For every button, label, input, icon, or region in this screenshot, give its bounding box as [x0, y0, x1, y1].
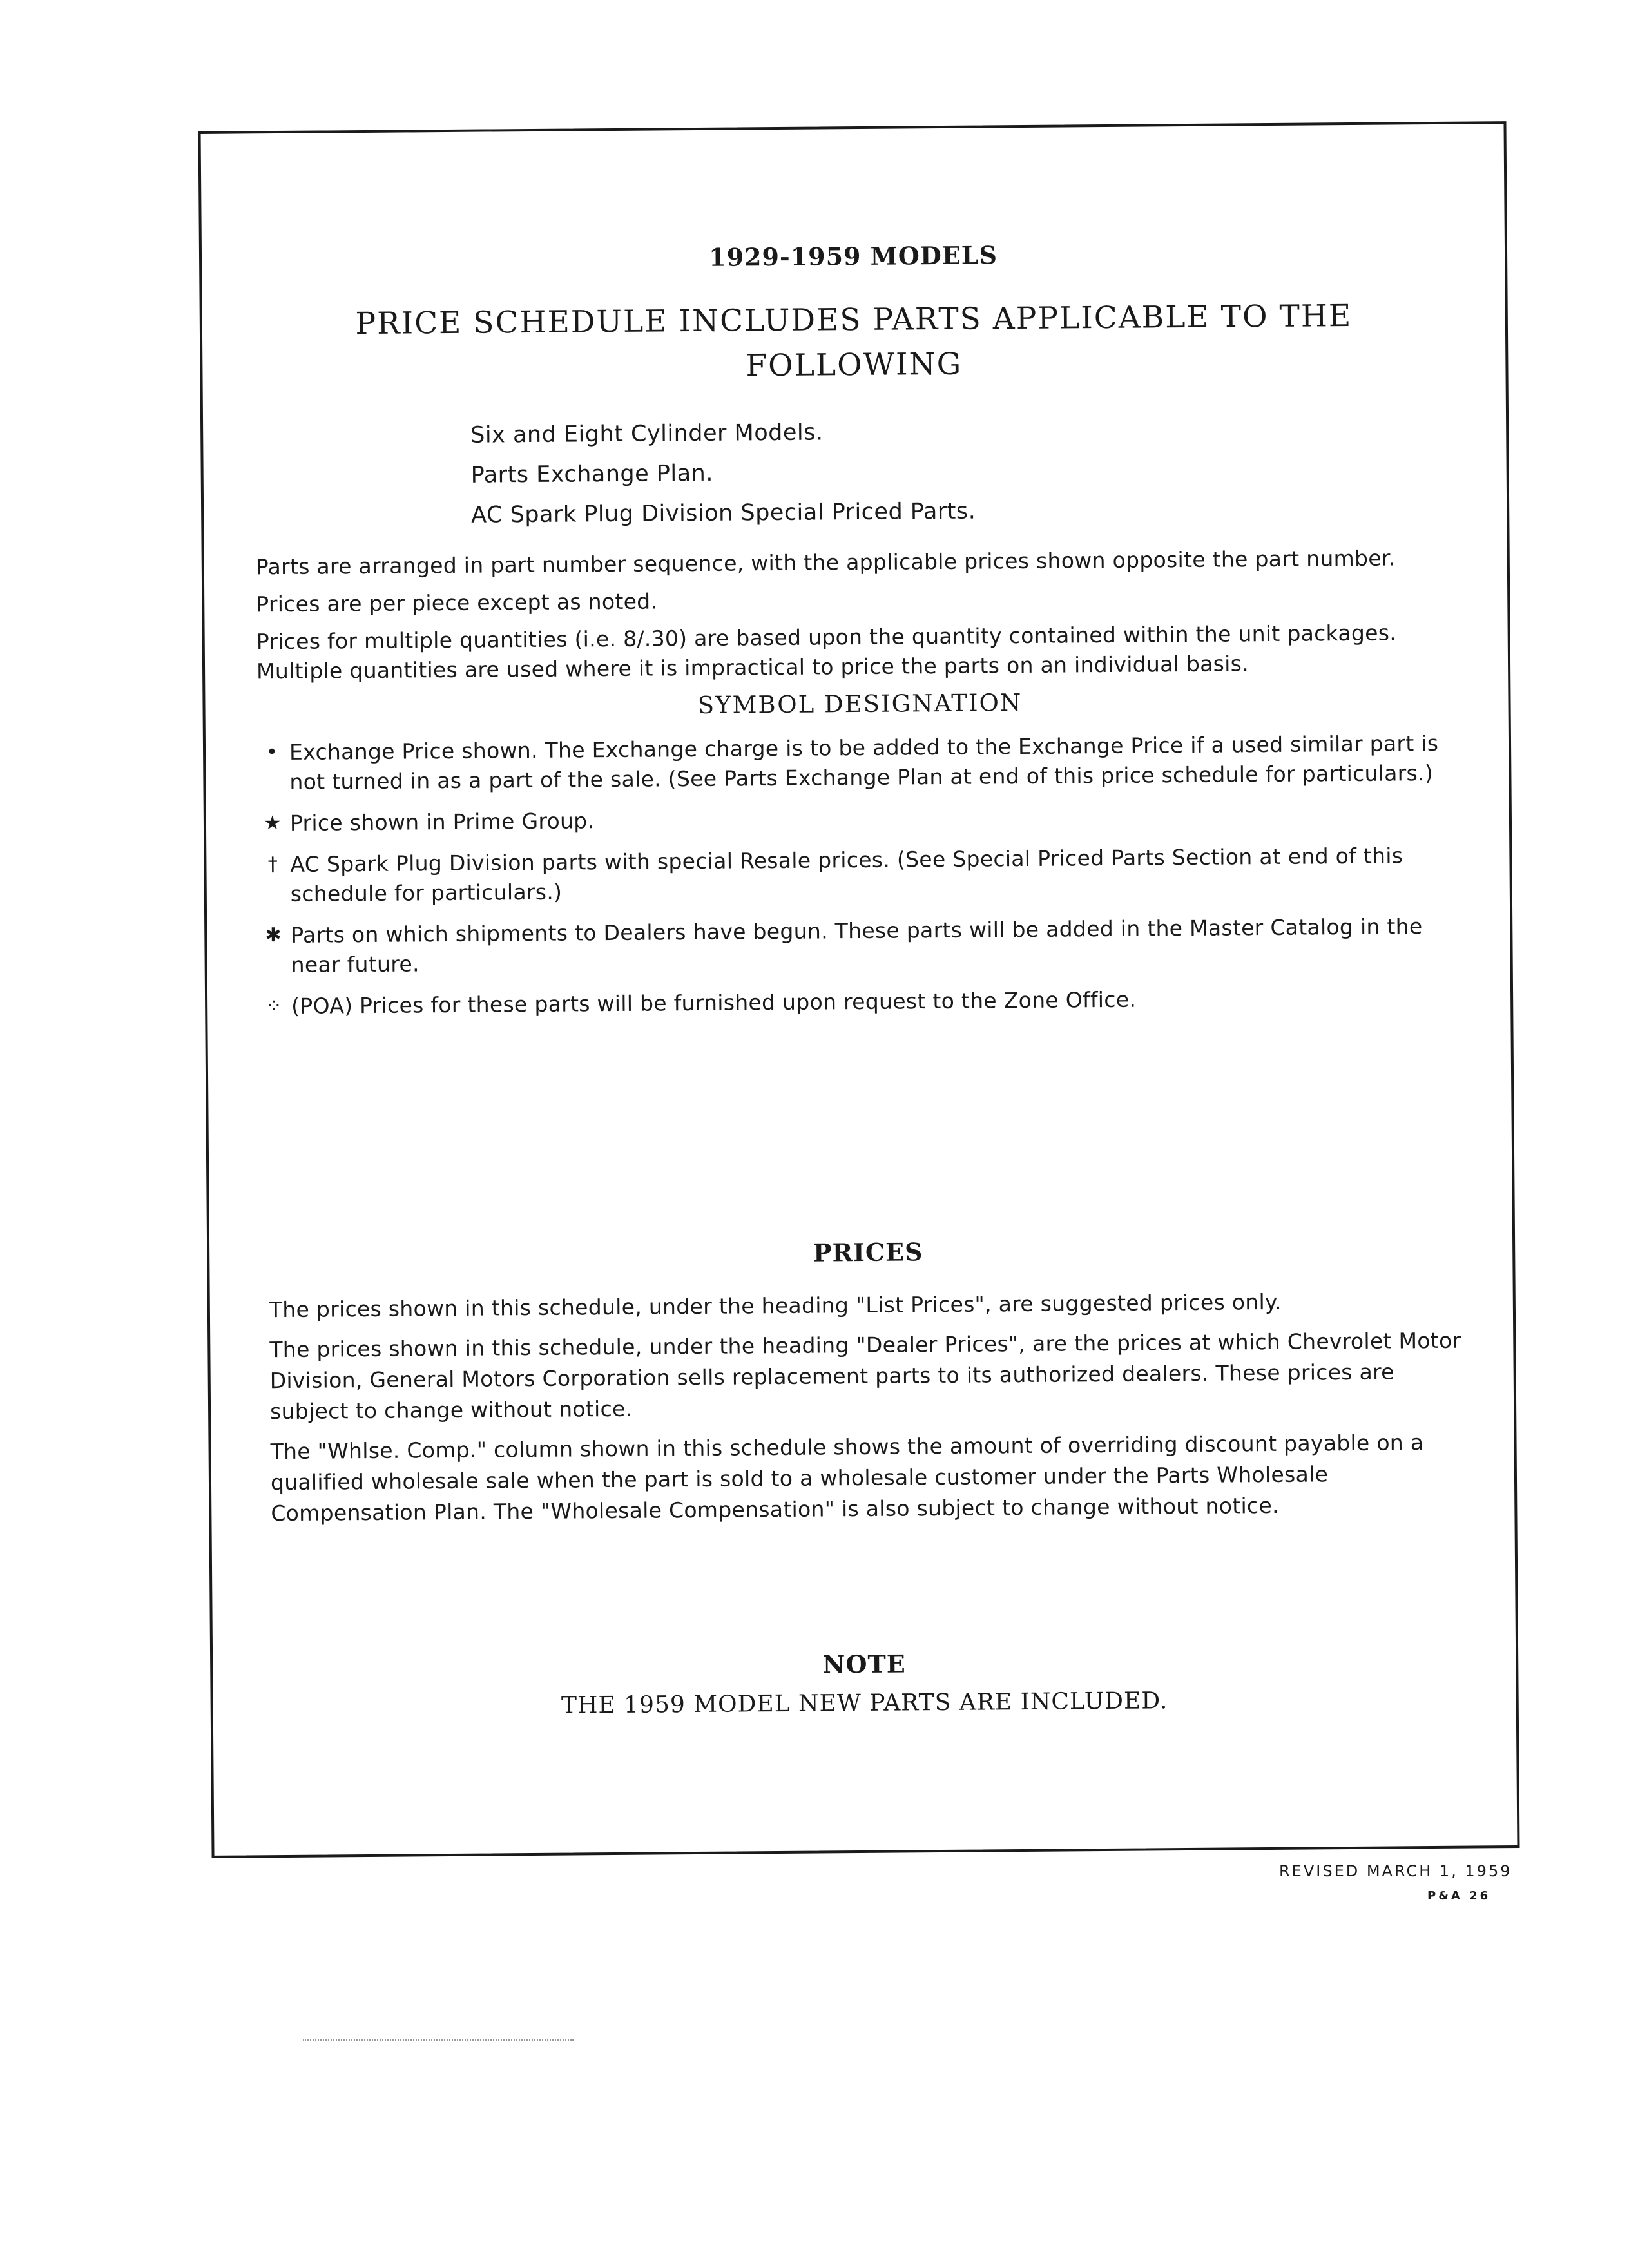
- prices-section: [269, 1233, 1470, 1539]
- symbol-designation-heading: SYMBOL DESIGNATION: [697, 688, 1023, 719]
- symbol-item: [259, 983, 1465, 1022]
- prices-paragraph: The "Whlse. Comp." column shown in this schedule shows the amount of overriding discount payable on a qualified wholesale sale when the part is sold to a wholesale customer under the Parts Wholesale Compensation Plan. The "Wholesale Compensation" is also subject to change without notice.: [270, 1430, 1424, 1526]
- prices-paragraph: The prices shown in this schedule, under the heading "List Prices", are suggested prices only.: [269, 1289, 1282, 1323]
- symbol-item: [258, 841, 1465, 910]
- symbol-description: AC Spark Plug Division parts with special Resale prices. (See Special Priced Parts Section at end of this schedule for particulars.): [290, 843, 1403, 907]
- page-title: PRICE SCHEDULE INCLUDES PARTS APPLICABLE TO THE FOLLOWING: [355, 298, 1353, 384]
- page-border: [198, 121, 1520, 1858]
- symbol-description: Parts on which shipments to Dealers have begun. These parts will be added in the Master Catalog in the near future.: [291, 914, 1423, 977]
- star-icon: ★: [264, 812, 282, 835]
- models-heading: 1929-1959 MODELS: [708, 240, 998, 272]
- applies-to-item: Parts Exchange Plan.: [470, 460, 714, 488]
- revised-date: REVISED MARCH 1, 1959: [1279, 1862, 1512, 1880]
- symbol-description: Price shown in Prime Group.: [289, 808, 595, 836]
- intro-paragraph: Prices are per piece except as noted.: [256, 588, 658, 617]
- diamond-dots-icon: ⁘: [265, 995, 283, 1018]
- intro-paragraph: Parts are arranged in part number sequence, with the applicable prices shown opposite the part number.: [255, 545, 1396, 580]
- asterisk-icon: ✱: [265, 924, 282, 947]
- intro-section: [256, 543, 1466, 1033]
- applies-to-item: Six and Eight Cylinder Models.: [470, 419, 824, 448]
- note-section: [213, 1644, 1516, 1722]
- applies-to-item: AC Spark Plug Division Special Priced Parts.: [471, 498, 976, 528]
- symbol-item: [258, 800, 1464, 839]
- dagger-icon: †: [267, 853, 278, 876]
- symbol-description: Exchange Price shown. The Exchange charge is to be added to the Exchange Price if a used similar part is not turned in as a part of the sale. (See Parts Exchange Plan at end of this price schedule for particulars.): [289, 730, 1439, 794]
- note-heading: NOTE: [822, 1649, 906, 1679]
- scan-artifact: [303, 2039, 574, 2042]
- symbol-list: [257, 729, 1465, 1022]
- page-code: P&A 26: [1427, 1889, 1491, 1903]
- note-text: THE 1959 MODEL NEW PARTS ARE INCLUDED.: [561, 1687, 1168, 1719]
- prices-heading: PRICES: [813, 1237, 923, 1267]
- prices-paragraph: The prices shown in this schedule, under the heading "Dealer Prices", are the prices at which Chevrolet Motor Division, General Motors Corporation sells replacement parts to its authorized dealers. These prices are subject to change without notice.: [269, 1327, 1461, 1425]
- intro-paragraph: Prices for multiple quantities (i.e. 8/.30) are based upon the quantity contained within the unit packages. Multiple quantities are used where it is impractical to price the parts on an individual basis.: [256, 620, 1397, 684]
- symbol-item: [258, 912, 1465, 981]
- symbol-item: [257, 729, 1464, 798]
- applies-to-list: [470, 408, 1455, 535]
- symbol-description: (POA) Prices for these parts will be furnished upon request to the Zone Office.: [291, 986, 1137, 1019]
- bullet-icon: •: [265, 741, 278, 764]
